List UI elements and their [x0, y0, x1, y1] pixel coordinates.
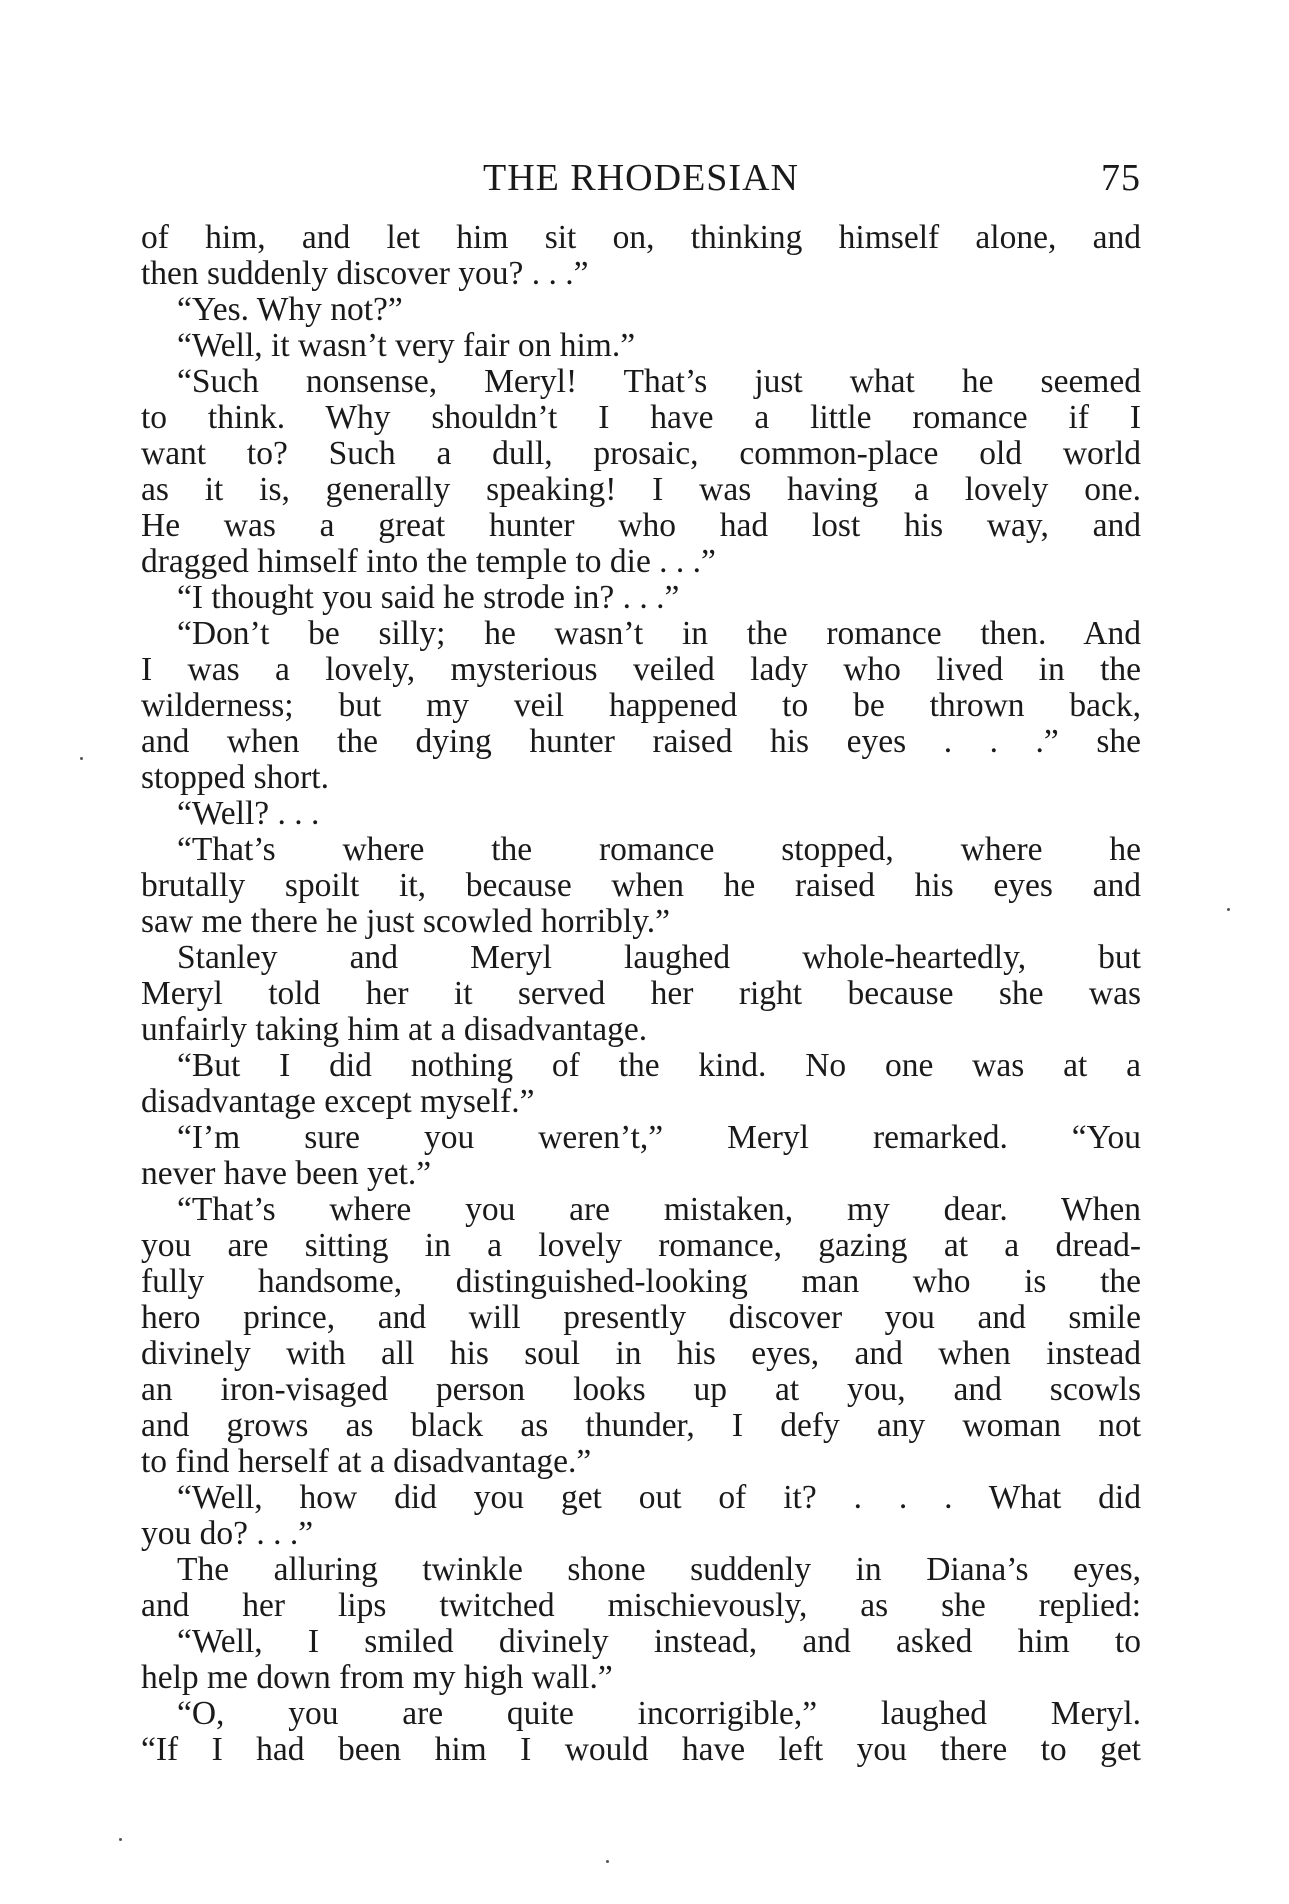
text-line: “I thought you said he strode in? . . .”: [177, 579, 680, 616]
text-line: Stanley and Meryl laughed whole-heartedly, but: [177, 939, 1141, 976]
text-line: want to? Such a dull, prosaic, common-place old world: [141, 435, 1141, 472]
print-speck: [1227, 908, 1230, 911]
text-line: of him, and let him sit on, thinking himself alone, and: [141, 219, 1141, 256]
text-line: unfairly taking him at a disadvantage.: [141, 1011, 648, 1048]
text-line: help me down from my high wall.”: [141, 1659, 613, 1696]
text-line: “But I did nothing of the kind. No one was at a: [177, 1047, 1141, 1084]
text-line: to find herself at a disadvantage.”: [141, 1443, 592, 1480]
text-line: wilderness; but my veil happened to be thrown back,: [141, 687, 1141, 724]
text-line: “O, you are quite incorrigible,” laughed Meryl.: [177, 1695, 1141, 1732]
text-line: fully handsome, distinguished-looking man who is the: [141, 1263, 1141, 1300]
text-line: brutally spoilt it, because when he raised his eyes and: [141, 867, 1141, 904]
text-line: stopped short.: [141, 759, 329, 796]
text-line: and her lips twitched mischievously, as she replied:: [141, 1587, 1141, 1624]
text-line: He was a great hunter who had lost his way, and: [141, 507, 1141, 544]
text-line: saw me there he just scowled horribly.”: [141, 903, 671, 940]
text-line: and when the dying hunter raised his eyes . . .” she: [141, 723, 1141, 760]
text-line: “Such nonsense, Meryl! That’s just what he seemed: [177, 363, 1141, 400]
text-line: I was a lovely, mysterious veiled lady who lived in the: [141, 651, 1141, 688]
text-line: disadvantage except myself.”: [141, 1083, 535, 1120]
text-line: then suddenly discover you? . . .”: [141, 255, 589, 292]
text-line: you do? . . .”: [141, 1515, 314, 1552]
text-line: as it is, generally speaking! I was having a lovely one.: [141, 471, 1141, 508]
print-speck: [119, 1838, 122, 1841]
running-header: [141, 156, 1141, 206]
text-line: The alluring twinkle shone suddenly in Diana’s eyes,: [177, 1551, 1141, 1588]
text-line: “That’s where the romance stopped, where he: [177, 831, 1141, 868]
body-text: [141, 220, 1141, 1768]
text-line: “Well, I smiled divinely instead, and asked him to: [177, 1623, 1141, 1660]
text-line: “Yes. Why not?”: [177, 291, 403, 328]
text-line: and grows as black as thunder, I defy any woman not: [141, 1407, 1141, 1444]
text-line: hero prince, and will presently discover you and smile: [141, 1299, 1141, 1336]
text-line: “If I had been him I would have left you there to get: [141, 1731, 1141, 1768]
text-line: “I’m sure you weren’t,” Meryl remarked. “You: [177, 1119, 1141, 1156]
text-line: “Don’t be silly; he wasn’t in the romance then. And: [177, 615, 1141, 652]
text-line: “Well? . . .: [177, 795, 320, 832]
text-line: dragged himself into the temple to die . . .”: [141, 543, 716, 580]
text-line: “Well, it wasn’t very fair on him.”: [177, 327, 636, 364]
text-line: an iron-visaged person looks up at you, and scowls: [141, 1371, 1141, 1408]
print-speck: [606, 1860, 609, 1863]
text-line: Meryl told her it served her right because she was: [141, 975, 1141, 1012]
text-line: divinely with all his soul in his eyes, and when instead: [141, 1335, 1141, 1372]
page-number: 75: [1101, 157, 1141, 199]
text-line: “Well, how did you get out of it? . . . What did: [177, 1479, 1141, 1516]
text-line: you are sitting in a lovely romance, gazing at a dread-: [141, 1227, 1141, 1264]
text-line: never have been yet.”: [141, 1155, 432, 1192]
text-line: to think. Why shouldn’t I have a little romance if I: [141, 399, 1141, 436]
print-speck: [80, 757, 83, 760]
running-title: THE RHODESIAN: [483, 157, 799, 199]
text-line: “That’s where you are mistaken, my dear. When: [177, 1191, 1141, 1228]
